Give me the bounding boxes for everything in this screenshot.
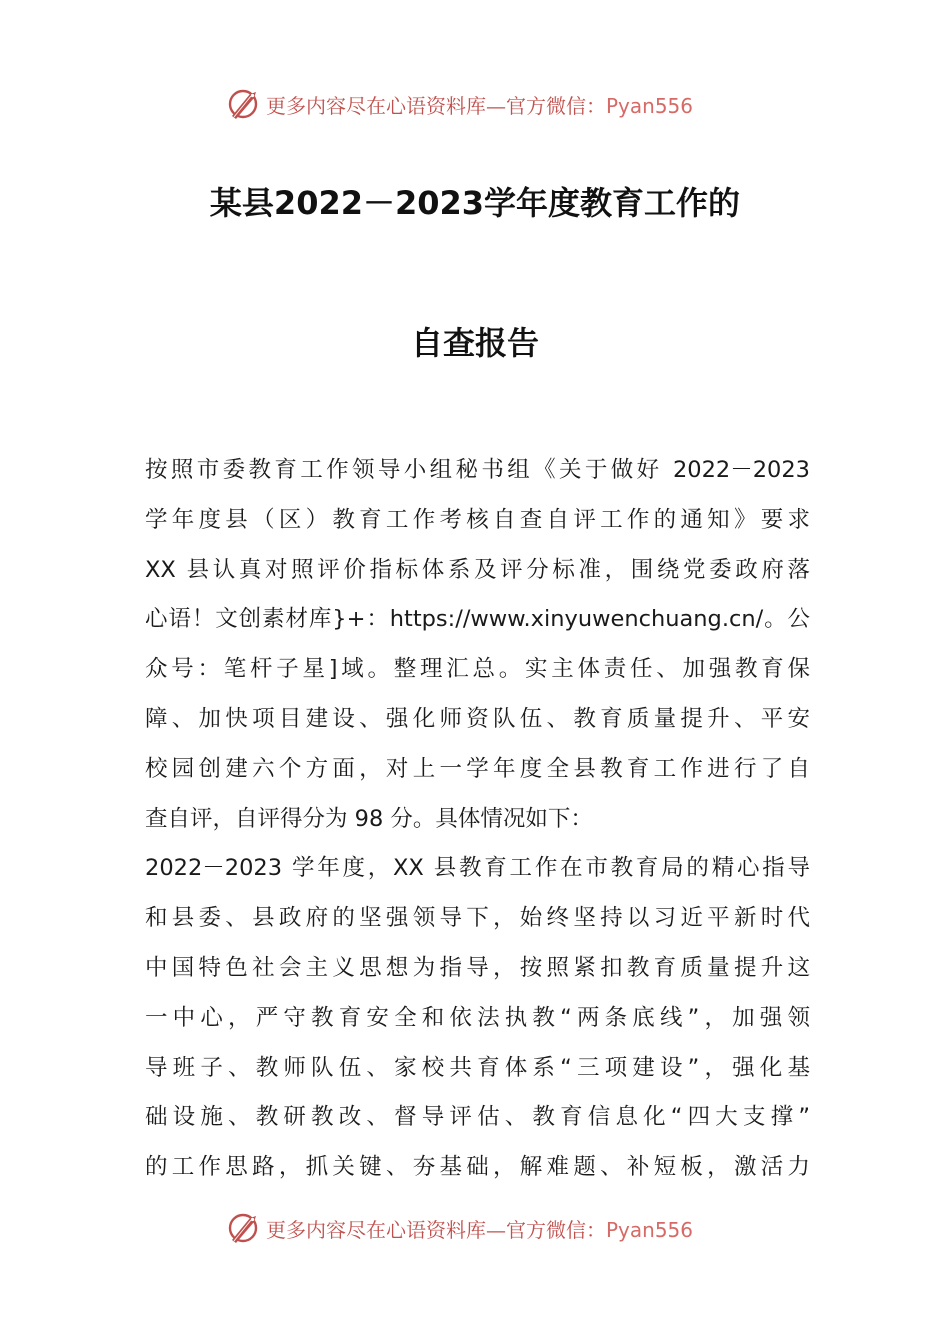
banner-wechat-handle: Pyan556 (606, 93, 694, 118)
body-line: 础设施、教研教改、督导评估、教育信息化“四大支撑” (145, 1104, 810, 1131)
banner-contact-label: 官方微信： (506, 1217, 606, 1242)
body-line: 的工作思路，抓关键、夯基础，解难题、补短板，激活力 (145, 1154, 810, 1181)
document-title-line-2: 自查报告 (410, 324, 539, 362)
body-line: 障、加快项目建设、强化师资队伍、教育质量提升、平安 (145, 705, 810, 732)
body-line: 按照市委教育工作领导小组秘书组《关于做好 2022－2023 (145, 457, 810, 483)
body-line: 学年度县（区）教育工作考核自查自评工作的通知》要求 (145, 506, 810, 533)
body-line: 众号：笔杆子星]域。整理汇总。实主体责任、加强教育保 (145, 656, 810, 683)
document-body (145, 446, 810, 1193)
pen-nib-circle-icon (226, 1210, 262, 1246)
body-line: 心语！文创素材库}+：https://www.xinyuwenchuang.cn/。公 (145, 606, 810, 633)
body-line: 中国特色社会主义思想为指导，按照紧扣教育质量提升这 (145, 954, 810, 981)
body-line: 校园创建六个方面，对上一学年度全县教育工作进行了自 (145, 755, 810, 782)
body-line: 一中心，严守教育安全和依法执教“两条底线”，加强领 (145, 1004, 810, 1031)
banner-separator: — (486, 93, 506, 118)
body-line: 导班子、教师队伍、家校共育体系“三项建设”，强化基 (145, 1054, 810, 1081)
header-banner (226, 84, 746, 124)
banner-wechat-handle: Pyan556 (606, 1217, 694, 1242)
body-line: 2022－2023 学年度，XX 县教育工作在市教育局的精心指导 (145, 855, 810, 882)
document-title-line-1: 某县2022－2023学年度教育工作的 (209, 184, 741, 222)
footer-banner (226, 1208, 746, 1248)
header-banner-text (266, 90, 693, 119)
banner-contact-label: 官方微信： (506, 93, 606, 118)
banner-slogan: 更多内容尽在心语资料库 (266, 1217, 486, 1242)
body-line: 和县委、县政府的坚强领导下，始终坚持以习近平新时代 (145, 905, 810, 932)
banner-separator: — (486, 1217, 506, 1242)
body-line: XX 县认真对照评价指标体系及评分标准，围绕党委政府落 (145, 556, 810, 583)
body-line: 查自评，自评得分为 98 分。具体情况如下： (145, 805, 593, 832)
pen-nib-circle-icon (226, 86, 262, 122)
footer-banner-text (266, 1214, 693, 1243)
banner-slogan: 更多内容尽在心语资料库 (266, 93, 486, 118)
